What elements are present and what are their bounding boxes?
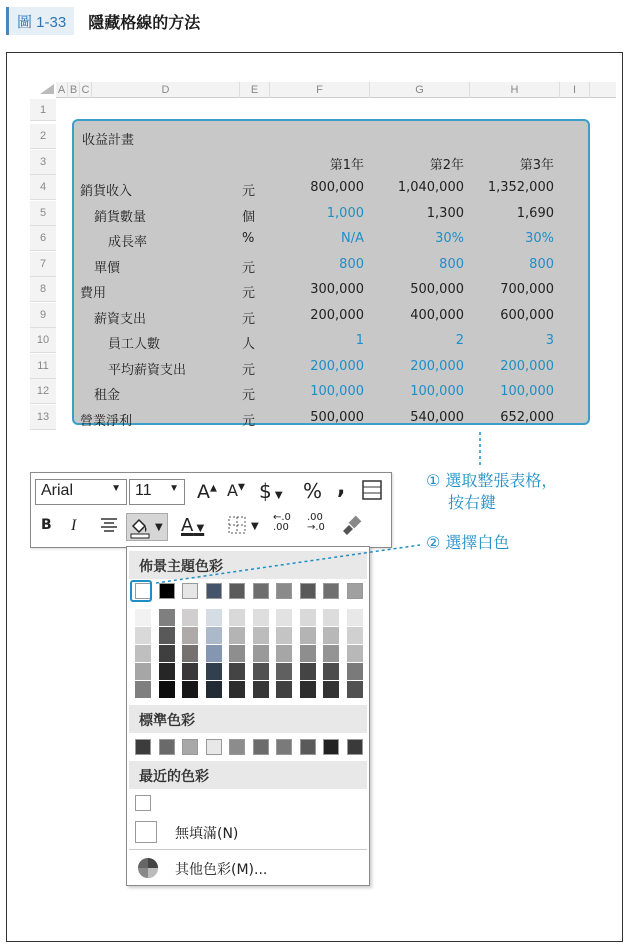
row-label-cell[interactable]: 費用 bbox=[80, 286, 107, 301]
value-cell[interactable]: 540,000 bbox=[410, 409, 464, 425]
value-cell[interactable]: 652,000 bbox=[500, 409, 554, 425]
column-header-i[interactable]: I bbox=[560, 82, 590, 98]
chevron-down-icon: ▼ bbox=[111, 483, 121, 494]
row-header-4[interactable]: 4 bbox=[30, 175, 56, 200]
value-cell[interactable]: 100,000 bbox=[310, 384, 364, 399]
unit-cell[interactable]: 元 bbox=[242, 286, 256, 301]
value-cell[interactable]: 800 bbox=[529, 256, 554, 272]
callout-step-1 bbox=[426, 470, 557, 514]
shrink-font-button[interactable]: A▼ bbox=[227, 481, 245, 500]
row-header-1[interactable]: 1 bbox=[30, 99, 56, 121]
row-header-10[interactable]: 10 bbox=[30, 328, 56, 353]
chevron-down-icon: ▼ bbox=[169, 483, 179, 494]
value-cell[interactable]: 500,000 bbox=[310, 409, 364, 425]
unit-cell[interactable]: 人 bbox=[242, 337, 256, 352]
row-label-cell[interactable]: 營業淨利 bbox=[80, 413, 133, 429]
row-label-cell[interactable]: 租金 bbox=[94, 388, 121, 403]
increase-decimal-button[interactable]: ←.0 .00 bbox=[273, 512, 291, 533]
value-cell[interactable]: 1,352,000 bbox=[487, 180, 554, 195]
value-cell[interactable]: 1,690 bbox=[516, 205, 554, 221]
value-cell[interactable]: 1,000 bbox=[326, 205, 364, 221]
comma-style-button[interactable]: , bbox=[337, 475, 346, 500]
row-label-cell[interactable]: 薪資支出 bbox=[94, 311, 147, 327]
year-header-cell[interactable]: 第1年 bbox=[329, 158, 364, 173]
value-cell[interactable]: 800 bbox=[339, 256, 364, 272]
grow-font-button[interactable]: A▲ bbox=[197, 481, 217, 503]
standard-colors-title: 標準色彩 bbox=[129, 705, 367, 733]
column-header-f[interactable]: F bbox=[270, 82, 370, 98]
row-header-2[interactable]: 2 bbox=[30, 124, 56, 149]
row-header-9[interactable]: 9 bbox=[30, 303, 56, 328]
value-cell[interactable]: 100,000 bbox=[410, 384, 464, 399]
theme-colors-title: 佈景主題色彩 bbox=[129, 551, 367, 579]
row-header-11[interactable]: 11 bbox=[30, 354, 56, 379]
callout-step-1-line2: 按右鍵 bbox=[448, 493, 497, 512]
row-header-5[interactable]: 5 bbox=[30, 201, 56, 226]
italic-button[interactable]: I bbox=[71, 517, 77, 534]
figure-title: 隱藏格線的方法 bbox=[88, 12, 201, 32]
currency-format-button[interactable]: $ ▼ bbox=[259, 479, 283, 503]
value-cell[interactable]: 30% bbox=[435, 231, 464, 246]
unit-cell[interactable]: % bbox=[242, 231, 255, 246]
unit-cell[interactable]: 個 bbox=[242, 209, 256, 225]
value-cell[interactable]: N/A bbox=[341, 231, 364, 246]
column-header-a[interactable]: A bbox=[56, 82, 68, 98]
value-cell[interactable]: 200,000 bbox=[500, 358, 554, 374]
unit-cell[interactable]: 元 bbox=[242, 362, 256, 378]
column-header-d[interactable]: D bbox=[92, 82, 240, 98]
font-size-value: 11 bbox=[135, 482, 152, 499]
row-label-cell[interactable]: 員工人數 bbox=[108, 337, 161, 352]
unit-cell[interactable]: 元 bbox=[242, 388, 256, 403]
row-label-cell[interactable]: 平均薪資支出 bbox=[108, 362, 187, 378]
value-cell[interactable]: 300,000 bbox=[310, 282, 364, 297]
value-cell[interactable]: 3 bbox=[545, 333, 554, 348]
row-label-cell[interactable]: 銷貨數量 bbox=[94, 209, 147, 225]
value-cell[interactable]: 100,000 bbox=[500, 384, 554, 399]
row-header-6[interactable]: 6 bbox=[30, 226, 56, 251]
no-fill-menu-item[interactable]: 無填滿(N) bbox=[175, 826, 239, 842]
row-label-cell[interactable]: 成長率 bbox=[108, 235, 148, 250]
percent-style-button[interactable]: % bbox=[303, 479, 323, 503]
row-label-cell[interactable]: 單價 bbox=[94, 260, 121, 276]
value-cell[interactable]: 500,000 bbox=[410, 282, 464, 297]
table-title-cell[interactable]: 收益計畫 bbox=[82, 133, 135, 148]
unit-cell[interactable]: 元 bbox=[242, 184, 256, 199]
figure-number: 圖 1-33 bbox=[6, 7, 74, 35]
decrease-decimal-button[interactable]: .00 →.0 bbox=[307, 512, 325, 533]
column-header-c[interactable]: C bbox=[80, 82, 92, 98]
row-label-cell[interactable]: 銷貨收入 bbox=[80, 184, 133, 199]
value-cell[interactable]: 700,000 bbox=[500, 282, 554, 297]
year-header-cell[interactable]: 第2年 bbox=[429, 158, 464, 173]
value-cell[interactable]: 600,000 bbox=[500, 307, 554, 323]
value-cell[interactable]: 2 bbox=[455, 333, 464, 348]
value-cell[interactable]: 1,040,000 bbox=[397, 180, 464, 195]
row-header-12[interactable]: 12 bbox=[30, 379, 56, 404]
more-colors-menu-item[interactable]: 其他色彩(M)... bbox=[175, 862, 268, 878]
value-cell[interactable]: 1,300 bbox=[426, 205, 464, 221]
unit-cell[interactable]: 元 bbox=[242, 311, 256, 327]
value-cell[interactable]: 400,000 bbox=[410, 307, 464, 323]
value-cell[interactable]: 1 bbox=[355, 333, 364, 348]
value-cell[interactable]: 200,000 bbox=[310, 358, 364, 374]
callout-step-2: ② 選擇白色 bbox=[426, 533, 510, 552]
recent-colors-title: 最近的色彩 bbox=[129, 761, 367, 789]
row-header-8[interactable]: 8 bbox=[30, 277, 56, 302]
font-name-value: Arial bbox=[41, 482, 74, 499]
column-header-h[interactable]: H bbox=[470, 82, 560, 98]
svg-text:▼: ▼ bbox=[251, 521, 259, 532]
value-cell[interactable]: 200,000 bbox=[410, 358, 464, 374]
font-color-button[interactable]: A ▼ bbox=[181, 515, 205, 536]
value-cell[interactable]: 800,000 bbox=[310, 180, 364, 195]
callout-step-1-line1: ① 選取整張表格， bbox=[426, 471, 558, 490]
unit-cell[interactable]: 元 bbox=[242, 413, 256, 429]
column-header-b[interactable]: B bbox=[68, 82, 80, 98]
row-header-3[interactable]: 3 bbox=[30, 150, 56, 175]
value-cell[interactable]: 30% bbox=[525, 231, 554, 246]
row-header-7[interactable]: 7 bbox=[30, 252, 56, 277]
row-header-13[interactable]: 13 bbox=[30, 405, 56, 430]
year-header-cell[interactable]: 第3年 bbox=[519, 158, 554, 173]
value-cell[interactable]: 200,000 bbox=[310, 307, 364, 323]
bold-button[interactable]: B bbox=[41, 517, 52, 533]
column-header-e[interactable]: E bbox=[240, 82, 270, 98]
column-header-g[interactable]: G bbox=[370, 82, 470, 98]
unit-cell[interactable]: 元 bbox=[242, 260, 256, 276]
svg-text:▼: ▼ bbox=[155, 522, 163, 533]
value-cell[interactable]: 800 bbox=[439, 256, 464, 272]
